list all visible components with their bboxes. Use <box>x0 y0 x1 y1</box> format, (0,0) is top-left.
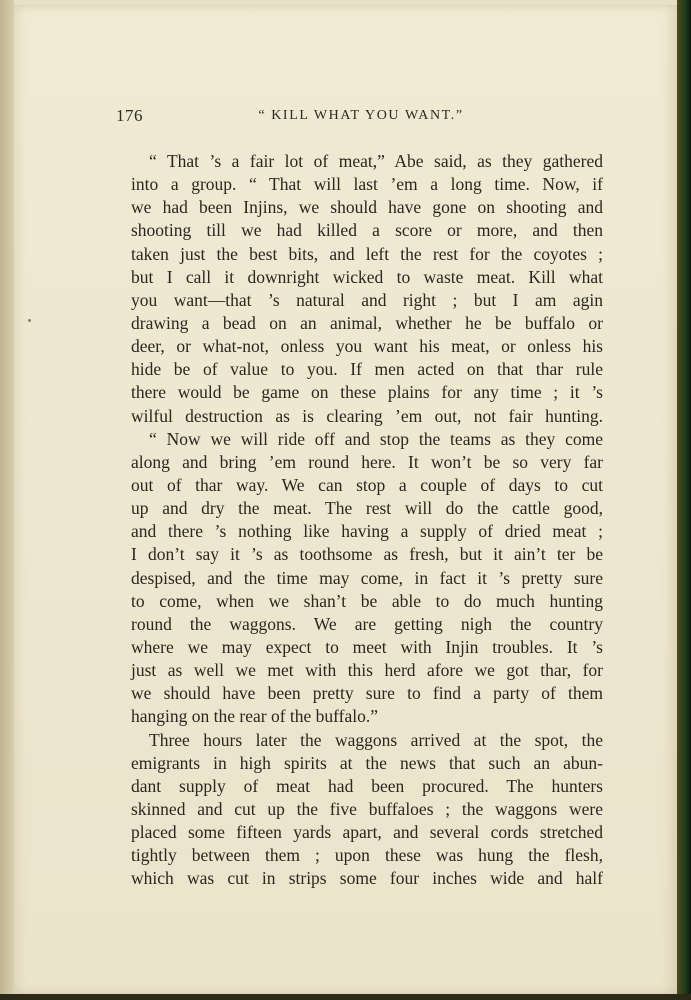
text-line: “ That ’s a fair lot of meat,” Abe said, as they gathered <box>149 151 603 171</box>
book-cover-edge-right <box>677 0 691 1000</box>
text-line: tightly between them ; upon these was hung the flesh, <box>131 845 603 866</box>
text-line: emigrants in high spirits at the news that such an abun- <box>131 752 603 773</box>
running-title: “ KILL WHAT YOU WANT.” <box>258 108 464 123</box>
text-line: along and bring ’em round here. It won’t be so very far <box>131 451 603 472</box>
margin-speck <box>28 319 31 322</box>
text-line: wilful destruction as is clearing ’em out, not fair hunting. <box>131 405 603 426</box>
text-line: we should have been pretty sure to find a party of them <box>131 683 603 704</box>
text-line: there would be game on these plains for any time ; it ’s <box>131 382 603 403</box>
text-line: shooting till we had killed a score or more, and then <box>131 220 603 241</box>
text-line: where we may expect to meet with Injin troubles. It ’s <box>131 636 603 657</box>
text-line: out of thar way. We can stop a couple of days to cut <box>131 474 603 495</box>
text-line: just as well we met with this herd afore we got thar, for <box>131 660 603 681</box>
text-line: deer, or what-not, onless you want his meat, or onless his <box>131 336 603 357</box>
text-line: we had been Injins, we should have gone on shooting and <box>131 197 603 218</box>
page-header <box>116 106 606 130</box>
page-number: 176 <box>116 106 143 125</box>
text-line: taken just the best bits, and left the rest for the coyotes ; <box>131 243 603 264</box>
text-line: Three hours later the waggons arrived at the spot, the <box>149 729 603 750</box>
text-line: which was cut in strips some four inches wide and half <box>131 868 603 889</box>
book-edge-bottom <box>0 994 691 1000</box>
text-line: into a group. “ That will last ’em a long time. Now, if <box>131 174 603 195</box>
text-line: “ Now we will ride off and stop the teams as they come <box>149 428 603 449</box>
text-line: and there ’s nothing like having a supply of dried meat ; <box>131 521 603 542</box>
body-text <box>131 150 603 891</box>
text-line: but I call it downright wicked to waste meat. Kill what <box>131 266 603 287</box>
text-line: to come, when we shan’t be able to do much hunting <box>131 590 603 611</box>
text-line: drawing a bead on an animal, whether he be buffalo or <box>131 312 603 333</box>
text-line: hide be of value to you. If men acted on that thar rule <box>131 359 603 380</box>
book-edge-left <box>0 0 14 1000</box>
text-line: despised, and the time may come, in fact it ’s pretty sure <box>131 567 603 588</box>
text-line: you want—that ’s natural and right ; but I am agin <box>131 289 603 310</box>
text-line: round the waggons. We are getting nigh the country <box>131 613 603 634</box>
text-line: hanging on the rear of the buffalo.” <box>131 706 379 727</box>
text-line: placed some fifteen yards apart, and several cords stretched <box>131 822 603 843</box>
text-line: dant supply of meat had been procured. The hunters <box>131 775 603 796</box>
text-line: skinned and cut up the five buffaloes ; the waggons were <box>131 798 603 819</box>
text-line: I don’t say it ’s as toothsome as fresh, but it ain’t ter be <box>131 544 603 565</box>
text-line: up and dry the meat. The rest will do the cattle good, <box>131 498 603 519</box>
